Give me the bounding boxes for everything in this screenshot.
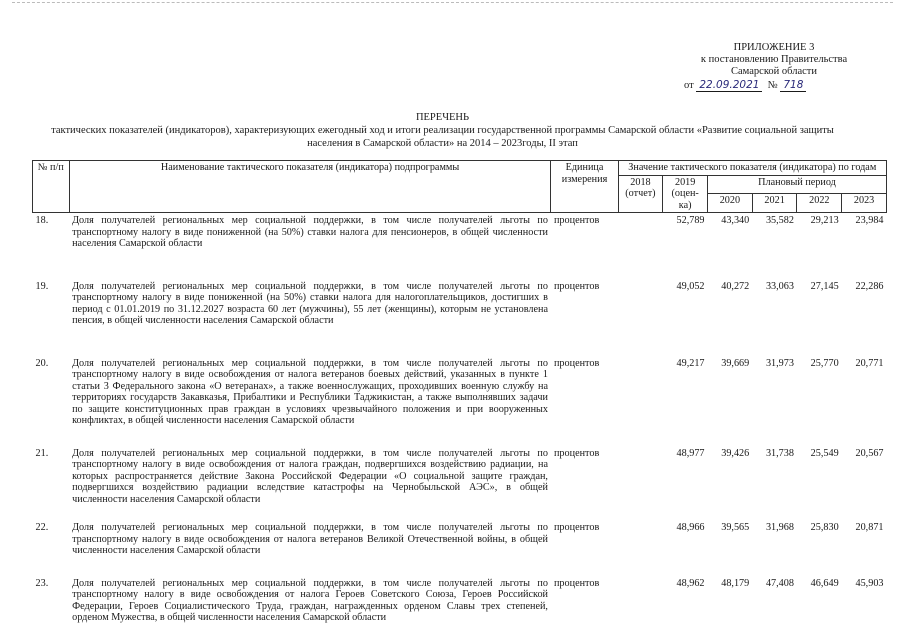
value-2019: 48,966 (676, 522, 705, 533)
value-2020: 39,669 (721, 357, 750, 369)
measurement-unit: процентов (553, 577, 600, 589)
row-number: 23. (35, 577, 49, 589)
measurement-unit: процентов (553, 280, 600, 292)
value-2023: 23,984 (855, 215, 884, 226)
header-2022: 2022 (797, 194, 842, 213)
indicator-name: Доля получателей региональных мер социальной поддержки, в том числе получателей льготы по транспортному налогу в виде освобождения от налога граждан, подвергшихся воздействию радиации, на которых распространяется действие Закона Российской Федерации «О социальной защите граждан, подвергшихся воздействию радиации вследствие катастрофы на Чернобыльской АЭС», в общей численности населения Самарской области (72, 447, 548, 505)
table-header (33, 161, 887, 213)
header-name: Наименование тактического показателя (индикатора) подпрограммы (69, 161, 551, 213)
value-2021: 31,738 (765, 447, 794, 459)
appendix-signature-line (684, 79, 864, 92)
document-title-block (20, 111, 865, 150)
value-2019: 49,217 (676, 357, 705, 369)
document-subtitle-line-1: тактических показателей (индикаторов), характеризующих ежегодный ход и итоги реализации государственной программы Самарской области «Развитие социальной защиты (51, 125, 834, 136)
value-2023: 20,567 (855, 447, 884, 459)
value-2018 (618, 251, 663, 328)
value-2018 (618, 328, 663, 428)
value-2021: 33,063 (765, 280, 794, 292)
value-2018 (618, 506, 663, 558)
header-2020: 2020 (708, 194, 753, 213)
table-row (33, 558, 887, 625)
value-2021: 47,408 (765, 577, 794, 589)
appendix-line-2: к постановлению Правительства (700, 54, 848, 65)
value-2023: 45,903 (855, 577, 884, 589)
indicator-name: Доля получателей региональных мер социальной поддержки, в том числе получателей льготы по транспортному налогу в виде освобождения от налога Героев Советского Союза, Героев Российской Федерации, Героев Социалистического Труда, граждан, награжденных орденом Славы трех степеней, орденом Мужества, в общей численности населения Самарской области (72, 577, 548, 623)
header-unit: Единица измерения (551, 161, 618, 213)
value-2018 (618, 428, 663, 507)
value-2021: 31,973 (765, 357, 794, 369)
value-2019: 49,052 (676, 280, 705, 292)
header-num: № п/п (33, 161, 70, 213)
appendix-title: ПРИЛОЖЕНИЕ 3 (733, 42, 815, 53)
value-2020: 48,179 (721, 577, 750, 589)
header-2019: 2019 (оцен- ка) (663, 175, 708, 213)
value-2019: 52,789 (676, 215, 705, 226)
value-2023: 22,286 (855, 280, 884, 292)
header-values-group: Значение тактического показателя (индикатора) по годам (618, 161, 886, 176)
table-row (33, 251, 887, 328)
table-row (33, 428, 887, 507)
value-2020: 40,272 (721, 280, 750, 292)
row-number: 21. (35, 447, 49, 459)
value-2022: 27,145 (810, 280, 839, 292)
indicator-name: Доля получателей региональных мер социальной поддержки, в том числе получателей льготы по транспортному налогу в виде освобождения от налога ветеранов Великой Отечественной войны, в общей численности населения Самарской области (72, 522, 548, 556)
row-number: 20. (35, 357, 49, 369)
table-body (33, 213, 887, 625)
measurement-unit: процентов (553, 215, 600, 226)
indicator-name: Доля получателей региональных мер социальной поддержки, в том числе получателей льготы по транспортному налогу в виде пониженной (на 50%) ставки налога для налогоплательщиков, достигших в период с 01.01.2019 по 31.12.2027 возраста 60 лет (мужчины), 55 лет (женщины), которым не установлена пенсия, в общей численности населения Самарской области (72, 280, 548, 326)
value-2023: 20,771 (855, 357, 884, 369)
handwritten-number: 718 (780, 79, 806, 92)
header-2023: 2023 (842, 194, 887, 213)
header-2018: 2018 (отчет) (618, 175, 663, 213)
appendix-block (684, 42, 864, 92)
measurement-unit: процентов (553, 357, 600, 369)
row-number: 19. (35, 280, 49, 292)
value-2023: 20,871 (855, 522, 884, 533)
value-2020: 43,340 (721, 215, 750, 226)
number-prefix: № (767, 80, 778, 91)
table-row (33, 506, 887, 558)
header-planned-period: Плановый период (708, 175, 887, 194)
measurement-unit: процентов (553, 447, 600, 459)
row-number: 22. (35, 522, 49, 533)
value-2018 (618, 213, 663, 251)
measurement-unit: процентов (553, 522, 600, 533)
value-2019: 48,962 (676, 577, 705, 589)
value-2022: 25,549 (810, 447, 839, 459)
appendix-line-3: Самарской области (731, 66, 817, 77)
value-2022: 29,213 (810, 215, 839, 226)
date-prefix: от (684, 80, 694, 91)
header-2021: 2021 (752, 194, 797, 213)
indicators-table (32, 160, 887, 625)
value-2020: 39,426 (721, 447, 750, 459)
page-top-edge (12, 2, 893, 3)
handwritten-date: 22.09.2021 (696, 79, 762, 92)
value-2022: 25,770 (810, 357, 839, 369)
value-2020: 39,565 (721, 522, 750, 533)
value-2022: 25,830 (810, 522, 839, 533)
document-subtitle-line-2: населения в Самарской области» на 2014 – 2023годы, II этап (307, 138, 578, 149)
value-2022: 46,649 (810, 577, 839, 589)
table-row (33, 213, 887, 251)
document-heading: ПЕРЕЧЕНЬ (415, 112, 470, 123)
indicator-name: Доля получателей региональных мер социальной поддержки, в том числе получателей льготы по транспортному налогу в виде пониженной (на 50%) ставки налога для пенсионеров, в общей численности населения Самарской области (72, 215, 548, 249)
table-row (33, 328, 887, 428)
value-2018 (618, 558, 663, 625)
value-2021: 35,582 (765, 215, 794, 226)
row-number: 18. (35, 215, 49, 226)
indicator-name: Доля получателей региональных мер социальной поддержки, в том числе получателей льготы по транспортному налогу в виде освобождения от налога ветеранов боевых действий, указанных в пункте 1 статьи 3 Федерального закона «О ветеранах», а также военнослужащих, проходивших военную службу на территориях государств Закавказья, Прибалтики и Республики Таджикистан, а также выполнявших задачи по защите конституционных прав граждан в условиях чрезвычайного положения и при вооруженных конфликтах, в общей численности населения Самарской области (72, 357, 548, 426)
value-2019: 48,977 (676, 447, 705, 459)
value-2021: 31,968 (765, 522, 794, 533)
